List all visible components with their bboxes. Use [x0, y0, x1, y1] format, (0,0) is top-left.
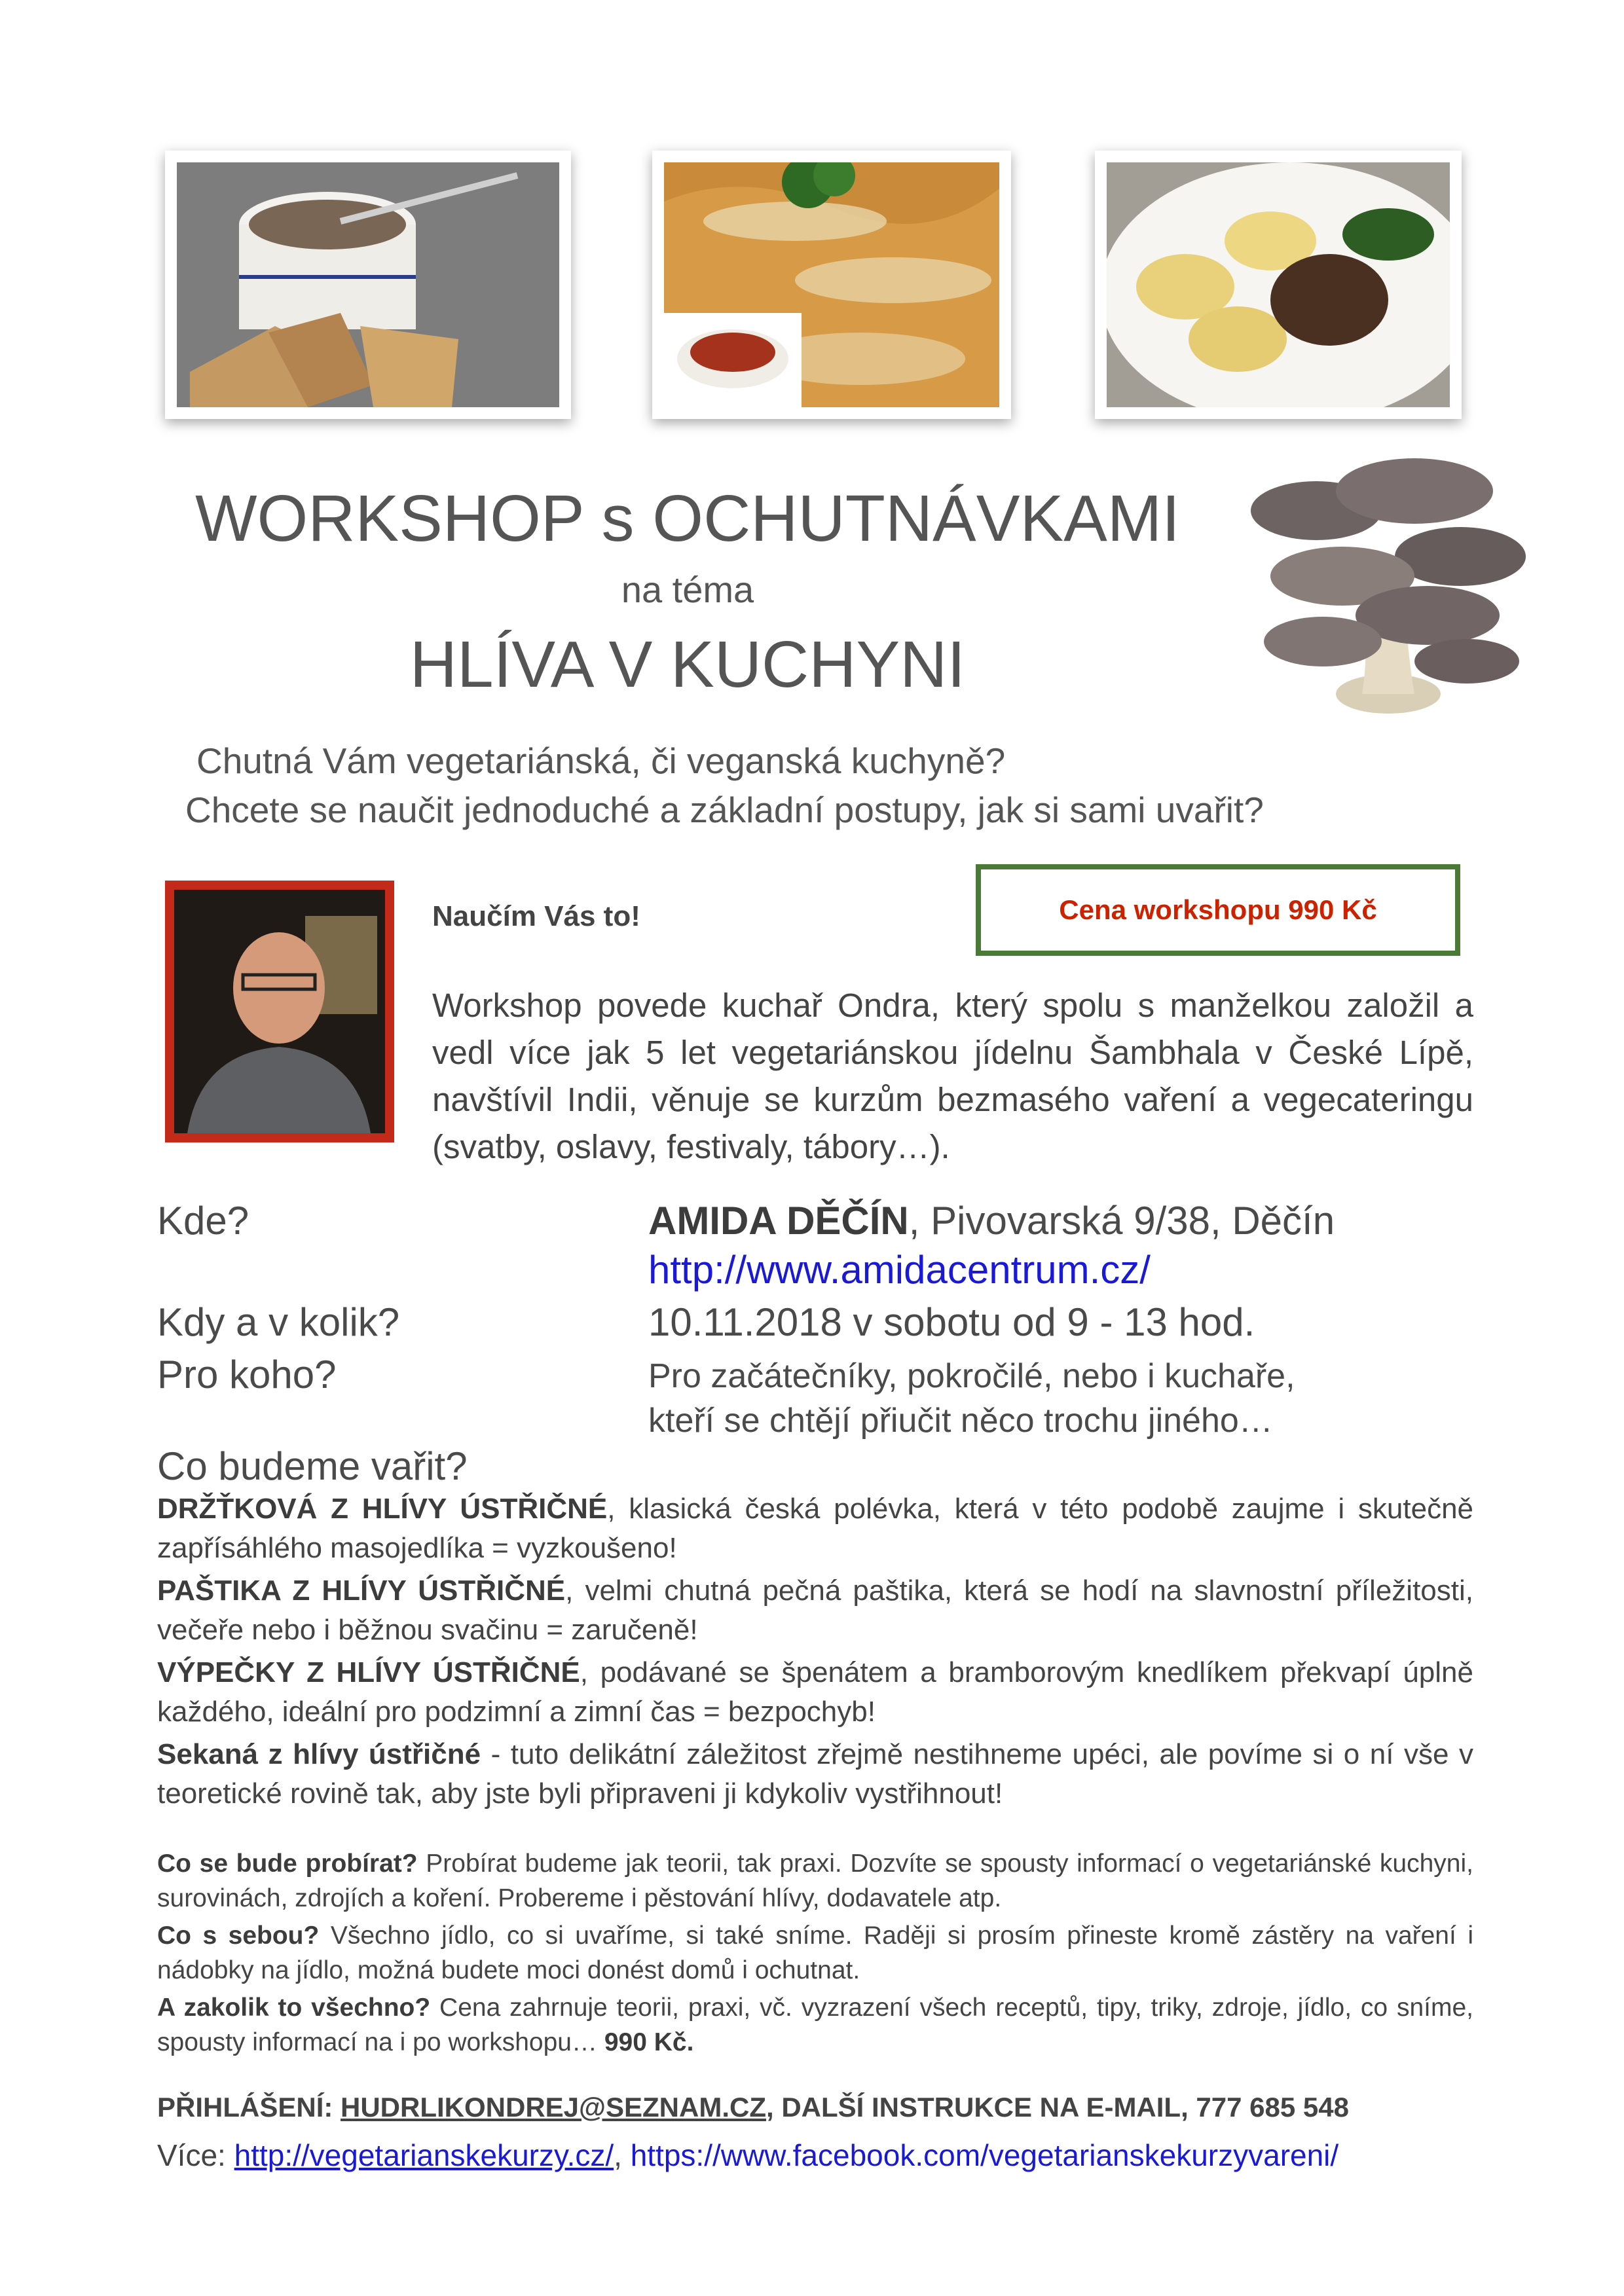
venue-name: AMIDA DĚČÍN — [648, 1199, 909, 1243]
pate-photo — [165, 151, 571, 419]
teacher-bio: Workshop povede kuchař Ondra, který spolu s manželkou založil a vedl více jak 5 let vegetariánskou jídelnu Šambhala v České Lípě, navštívil Indii, věnuje se kurzům bezmasého vaření a vegecateringu (svatby, oslavy, festivaly, tábory…). — [432, 987, 1473, 1165]
when-label: Kdy a v kolik? — [157, 1300, 400, 1344]
where-label: Kde? — [157, 1199, 249, 1243]
menu-item-text: , podávané se špenátem a bramborovým knedlíkem překvapí úplně každého, ideální pro podzimní a zimní čas = bezpochyb! — [157, 1656, 1473, 1728]
faq-item — [157, 1990, 1473, 2060]
price-label: Cena workshopu 990 Kč — [1059, 894, 1377, 925]
menu-item-text: , velmi chutná pečná paštika, která se hodí na slavnostní příležitosti, večeře nebo i běžnou svačinu = zaručeně! — [157, 1575, 1473, 1646]
faq-answer: Všechno jídlo, co si uvaříme, si také sníme. Raději si prosím přineste kromě zástěry na vaření i nádobky na jídlo, možná budete moci donést domů i ochutnat. — [157, 1922, 1473, 1984]
facebook-link[interactable]: https://www.facebook.com/vegetarianskekurzyvareni/ — [630, 2138, 1339, 2172]
price-box — [976, 864, 1460, 956]
page-subtitle: na téma — [621, 569, 754, 610]
faq-item — [157, 1846, 1473, 1916]
link-separator: , — [614, 2138, 631, 2172]
dumplings-image — [1107, 162, 1450, 407]
intro-question-1: Chutná Vám vegetariánská, či veganská kuchyně? — [196, 740, 1006, 781]
menu-item-text: - tuto delikátní záležitost zřejmě nestihneme upéci, ale povíme si o ní vše v teoretické rovině tak, aby jste byli připraveni ji kdykoliv vystřihnout! — [157, 1738, 1473, 1810]
faq-question: Co se bude probírat? — [157, 1850, 418, 1878]
menu-item-name: VÝPEČKY Z HLÍVY ÚSTŘIČNÉ — [157, 1656, 580, 1688]
who-line-2: kteří se chtějí přiučit něco trochu jiného… — [648, 1402, 1273, 1440]
stew-image — [664, 162, 999, 407]
menu-item — [157, 1735, 1473, 1813]
registration-details: , DALŠÍ INSTRUKCE NA E-MAIL, 777 685 548 — [766, 2092, 1349, 2123]
teacher-image — [174, 890, 385, 1133]
more-label: Více: — [157, 2138, 234, 2172]
faq-question: Co s sebou? — [157, 1922, 320, 1950]
page-title: WORKSHOP s OCHUTNÁVKAMI — [195, 482, 1180, 555]
menu-item-name: Sekaná z hlívy ústřičné — [157, 1738, 481, 1770]
when-value: 10.11.2018 v sobotu od 9 - 13 hod. — [648, 1300, 1255, 1344]
teacher-heading: Naučím Vás to! — [432, 900, 640, 932]
menu-item — [157, 1489, 1473, 1568]
faq-answer: Cena zahrnuje teorii, praxi, vč. vyzrazení všech receptů, tipy, triky, zdroje, jídlo, co sníme, spousty informací na i po workshopu… — [157, 1994, 1473, 2056]
who-line-1: Pro začátečníky, pokročilé, nebo i kuchaře, — [648, 1357, 1295, 1395]
menu-item-name: PAŠTIKA Z HLÍVY ÚSTŘIČNÉ — [157, 1575, 566, 1607]
pate-image — [177, 162, 559, 407]
page-topic: HLÍVA V KUCHYNI — [409, 628, 966, 701]
dumplings-photo — [1095, 151, 1462, 419]
faq-answer: Probírat budeme jak teorii, tak praxi. Dozvíte se spousty informací o vegetariánské kuchyni, surovinách, zdrojích a koření. Probereme i pěstování hlívy, dodavatele atp. — [157, 1850, 1473, 1912]
venue-address: , Pivovarská 9/38, Děčín — [908, 1199, 1335, 1243]
faq-question: A zakolik to všechno? — [157, 1994, 431, 2022]
menu-item — [157, 1653, 1473, 1732]
who-label: Pro koho? — [157, 1353, 337, 1396]
where-value — [648, 1198, 1335, 1243]
registration-label: PŘIHLÁŠENÍ: — [157, 2092, 341, 2123]
faq-price: 990 Kč. — [604, 2028, 694, 2056]
faq-item — [157, 1918, 1473, 1988]
registration-email-link[interactable]: HUDRLIKONDREJ@SEZNAM.CZ — [341, 2092, 766, 2123]
teacher-photo — [165, 881, 394, 1142]
registration-line — [157, 2092, 1349, 2123]
menu-item-text: , klasická česká polévka, která v této podobě zaujme i skutečně zapřísáhlého masojedlíka = vyzkoušeno! — [157, 1493, 1474, 1564]
menu-label: Co budeme vařit? — [157, 1444, 468, 1488]
stew-photo — [652, 151, 1011, 419]
more-links-line — [157, 2138, 1338, 2173]
intro-question-2: Chcete se naučit jednoduché a základní postupy, jak si sami uvařit? — [185, 790, 1264, 830]
website-link[interactable]: http://vegetarianskekurzy.cz/ — [234, 2138, 614, 2172]
menu-item-name: DRŽŤKOVÁ Z HLÍVY ÚSTŘIČNÉ — [157, 1493, 608, 1525]
menu-item — [157, 1571, 1473, 1650]
venue-url-link[interactable]: http://www.amidacentrum.cz/ — [648, 1248, 1151, 1292]
